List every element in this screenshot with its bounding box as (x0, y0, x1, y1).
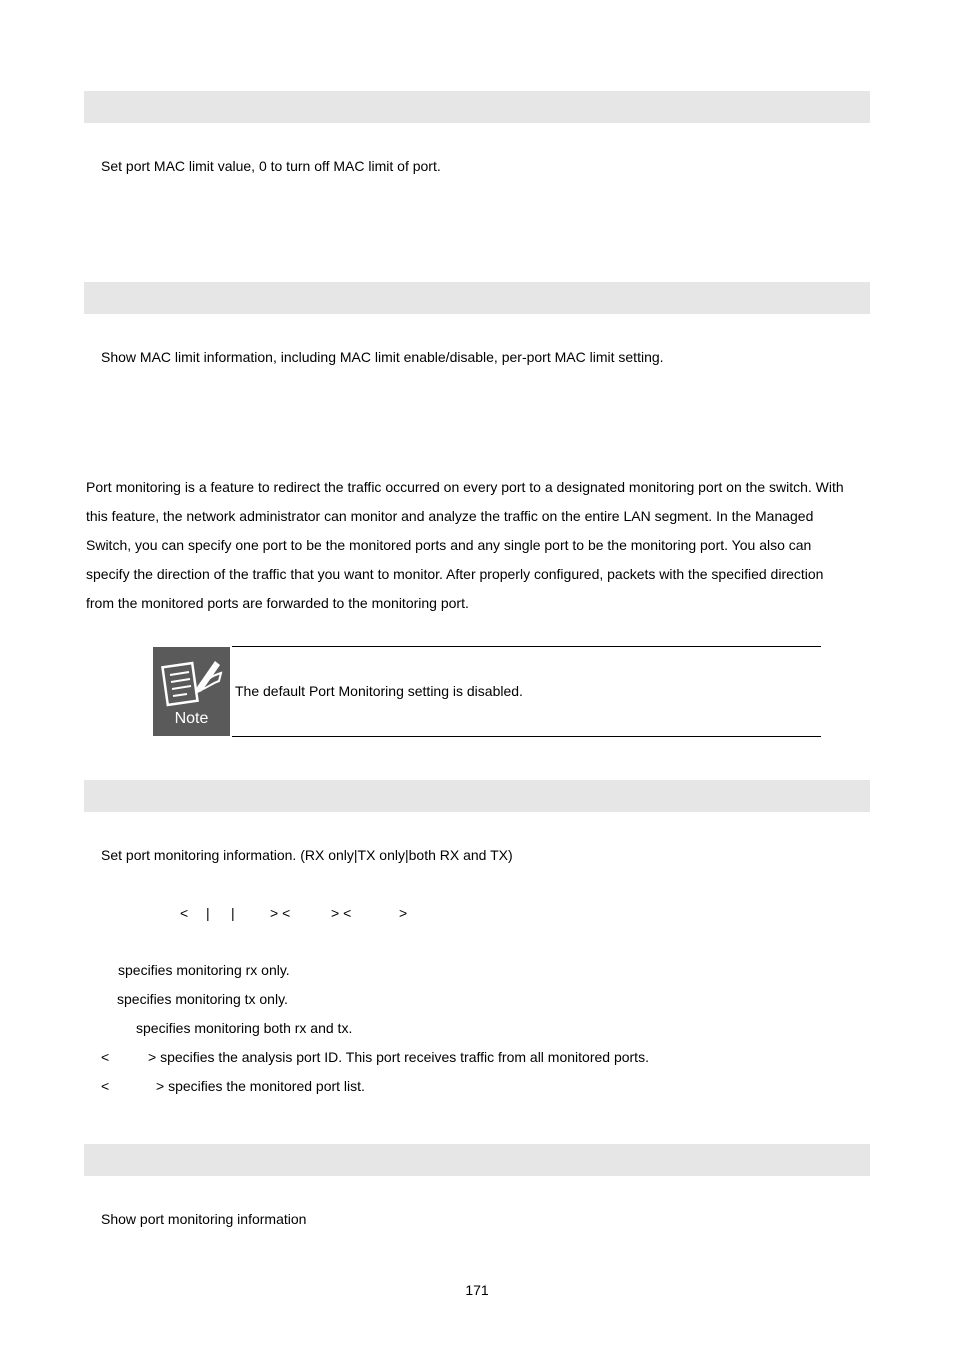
parameter-description: specifies monitoring rx only. (118, 962, 290, 978)
command-description: Set port monitoring information. (RX only|TX only|both RX and TX) (101, 847, 513, 863)
note-pencil-icon (153, 647, 230, 709)
note-icon-box (153, 647, 230, 736)
command-header-band (84, 780, 870, 812)
syntax-fragment: | (231, 905, 235, 921)
paragraph-line: specify the direction of the traffic that you want to monitor. After properly configured, packets with the specified direction (86, 566, 824, 582)
command-header-band (84, 91, 870, 123)
note-text: The default Port Monitoring setting is disabled. (235, 683, 523, 699)
command-description: Set port MAC limit value, 0 to turn off MAC limit of port. (101, 158, 441, 174)
parameter-description: specifies monitoring tx only. (117, 991, 288, 1007)
command-header-band (84, 1144, 870, 1176)
command-description: Show MAC limit information, including MAC limit enable/disable, per-port MAC limit setting. (101, 349, 664, 365)
parameter-description: specifies monitoring both rx and tx. (136, 1020, 353, 1036)
parameter-description: > specifies the monitored port list. (156, 1078, 365, 1094)
paragraph-line: from the monitored ports are forwarded to the monitoring port. (86, 595, 469, 611)
paragraph-line: Port monitoring is a feature to redirect the traffic occurred on every port to a designated monitoring port on the switch. With (86, 479, 844, 495)
command-description: Show port monitoring information (101, 1211, 307, 1227)
syntax-fragment: < (180, 905, 189, 921)
note-bottom-rule (232, 736, 821, 737)
intro-paragraph (86, 473, 870, 618)
parameter-prefix: < (101, 1078, 110, 1094)
parameter-description: > specifies the analysis port ID. This port receives traffic from all monitored ports. (148, 1049, 649, 1065)
syntax-fragment: > < (331, 905, 352, 921)
command-header-band (84, 282, 870, 314)
syntax-fragment: > (399, 905, 408, 921)
syntax-fragment: > < (270, 905, 291, 921)
syntax-fragment: | (206, 905, 210, 921)
paragraph-line: this feature, the network administrator can monitor and analyze the traffic on the entire LAN segment. In the Managed (86, 508, 814, 524)
page-number: 171 (465, 1282, 489, 1298)
note-label: Note (174, 710, 209, 727)
parameter-prefix: < (101, 1049, 110, 1065)
paragraph-line: Switch, you can specify one port to be the monitored ports and any single port to be the monitoring port. You also can (86, 537, 812, 553)
note-top-rule (232, 646, 821, 647)
